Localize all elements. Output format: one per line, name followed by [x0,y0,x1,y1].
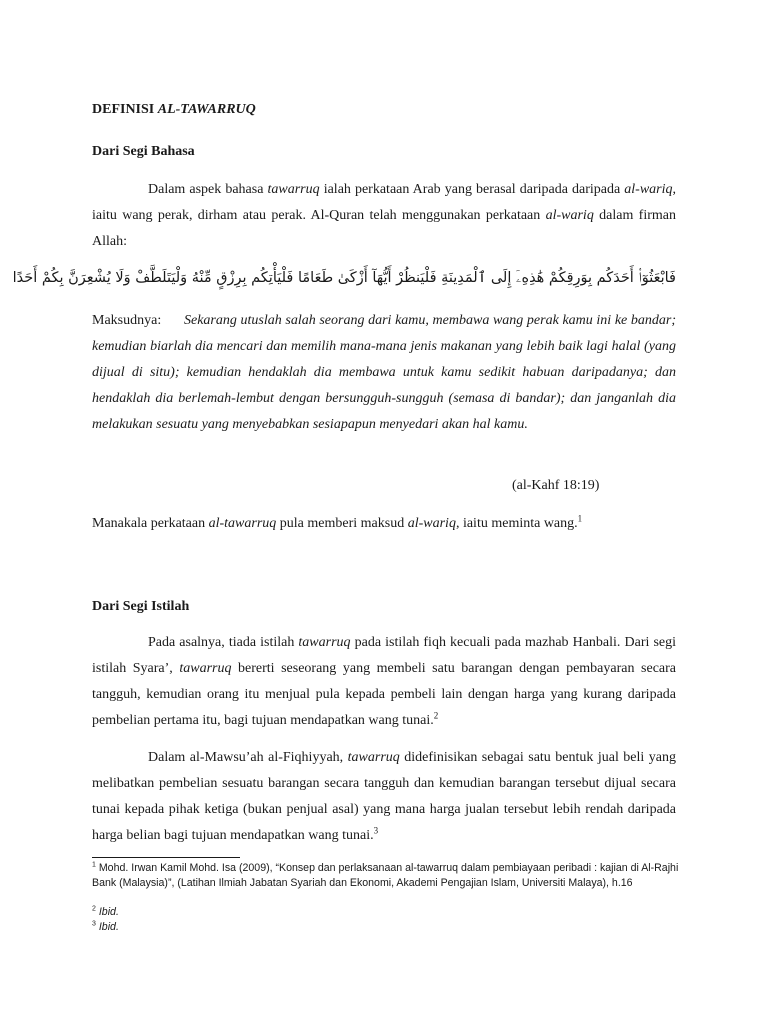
para1-italic-1: tawarruq [267,182,320,197]
para2-italic-2: al-wariq [407,516,456,531]
para3-text-2: pada istilah fiqh kecuali pada mazhab Hanbali. Dari segi istilah Syara’, [92,635,676,676]
paragraph-bahasa [92,177,676,255]
footnote-separator [92,857,240,858]
maksudnya-label: Maksudnya: [92,313,162,328]
para1-italic-3: al-wariq [545,208,594,223]
footnote-1-text: Mohd. Irwan Kamil Mohd. Isa (2009), “Konsep dan perlaksanaan al-tawarruq dalam pembiayaan peribadi : kajian di Al-Rajhi Bank (Malaysia)”, (Latihan Ilmiah Jabatan Syariah dan Ekonomi, Akademi Pengajian Islam, Universiti Malaya), h.16 [92,862,679,889]
footnote-ref-1[interactable]: 1 [577,513,583,524]
paragraph-mawsuah [92,745,676,849]
para3-italic-2: tawarruq [179,661,232,676]
footnote-2-number: 2 [92,905,96,913]
arabic-verse: فَابْعَثُوٓا۟ أَحَدَكُم بِوَرِقِكُمْ هَٰذِهِۦٓ إِلَى ٱلْمَدِينَةِ فَلْيَنظُرْ أَيُّهَآ أَزْكَىٰ طَعَامًا فَلْيَأْتِكُم بِرِزْقٍ مِّنْهُ وَلْيَتَلَطَّفْ وَلَا يُشْعِرَنَّ بِكُمْ أَحَدًا [12,270,676,286]
para3-text-3: bererti seseorang yang membeli satu barangan dengan pembayaran secara tangguh, kemudian orang itu menjual pula kepada pembeli lain dengan harga yang kurang daripada pembelian pertama itu, bagi tujuan mendapatkan wang tunai. [92,661,676,728]
footnote-2 [92,905,692,920]
footnote-1-number: 1 [92,861,96,869]
para3-text-1: Pada asalnya, tiada istilah [148,635,299,650]
para1-text-4: dalam firman Allah: [92,208,676,249]
section-heading-istilah: Dari Segi Istilah [92,599,190,614]
para1-text-3: , iaitu wang perak, dirham atau perak. Al-Quran telah menggunakan perkataan [92,182,676,223]
footnote-ref-2[interactable]: 2 [433,710,439,721]
footnote-3-number: 3 [92,920,96,928]
para2-text-3: , iaitu meminta wang. [455,516,578,531]
maksudnya-block [92,308,676,438]
para2-text-1: Manakala perkataan [92,516,209,531]
document-page [12,0,679,1024]
title-prefix: DEFINISI [92,102,158,117]
para4-italic-1: tawarruq [347,750,400,765]
verse-reference: (al-Kahf 18:19) [512,478,600,493]
section-heading-bahasa: Dari Segi Bahasa [92,144,195,159]
para3-italic-1: tawarruq [298,635,351,650]
para1-italic-2: al-wariq [624,182,673,197]
paragraph-tawarruq-meaning [92,511,676,537]
para4-text-2: didefinisikan sebagai satu bentuk jual beli yang melibatkan pembelian sesuatu barangan secara tangguh dan kemudian barangan tersebut dijual secara tunai kepada pihak ketiga (bukan penjual asal) yang mana harga jualan tersebut lebih rendah daripada harga belian bagi tujuan mendapatkan wang tunai. [92,750,676,843]
para4-text-1: Dalam al-Mawsu’ah al-Fiqhiyyah, [148,750,348,765]
footnote-2-text: Ibid. [98,906,119,918]
para2-text-2: pula memberi maksud [276,516,408,531]
footnote-3 [92,920,692,935]
para2-italic-1: al-tawarruq [208,516,277,531]
paragraph-istilah [92,630,676,734]
title-italic: AL-TAWARRUQ [157,102,256,117]
footnote-ref-3[interactable]: 3 [373,825,379,836]
document-title [92,101,676,119]
footnote-3-text: Ibid. [98,921,119,933]
para1-text-1: Dalam aspek bahasa [148,182,268,197]
maksudnya-text: Sekarang utuslah salah seorang dari kamu, membawa wang perak kamu ini ke bandar; kemudian biarlah dia mencari dan memilih mana-mana jenis makanan yang lebih baik lagi halal (yang dijual di situ); kemudian hendaklah dia membawa untuk kamu sedikit habuan daripadanya; dan hendaklah dia berlemah-lembut dengan bersungguh-sungguh (semasa di bandar); dan janganlah dia melakukan sesuatu yang menyebabkan sesiapapun menyedari akan hal kamu. [92,313,676,432]
footnote-1 [92,861,692,890]
para1-text-2: ialah perkataan Arab yang berasal daripada daripada [319,182,625,197]
